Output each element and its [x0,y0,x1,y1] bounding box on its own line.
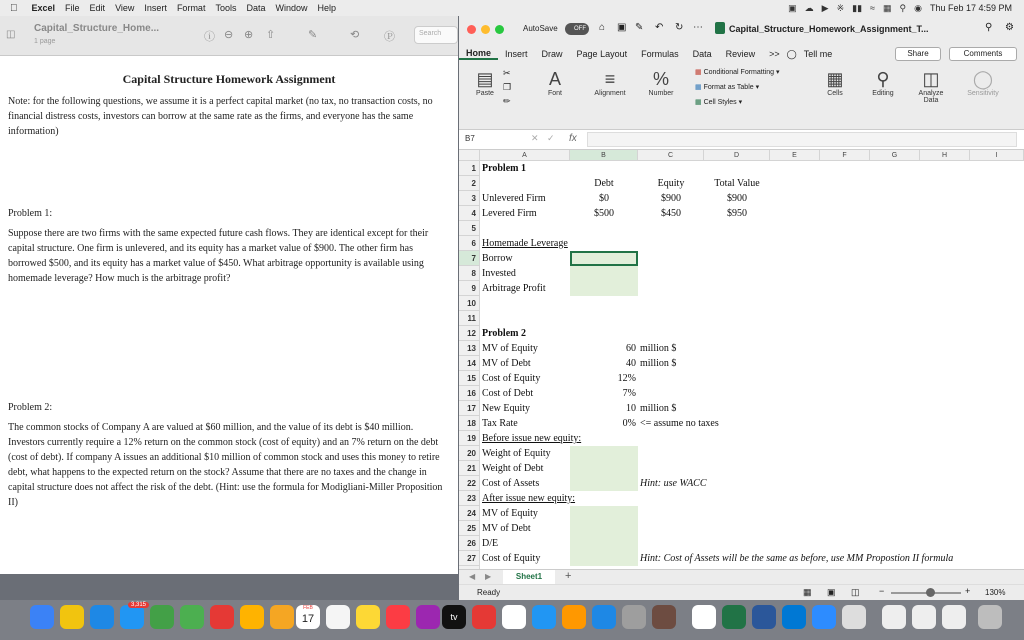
formula-input[interactable] [587,132,1017,147]
cell-a17[interactable]: New Equity [482,403,531,414]
row-header-4[interactable]: 4 [459,206,480,221]
row-header-10[interactable]: 10 [459,296,480,311]
tv-icon[interactable] [442,605,466,629]
control-center-icon[interactable]: ▦ [882,2,892,13]
cell-a26[interactable]: MV of Debt [482,523,531,534]
finder-icon[interactable] [30,605,54,629]
alignment-label: Alignment [594,90,626,97]
cell-b14[interactable]: 40 [626,358,636,369]
row-header-7[interactable]: 7 [459,251,480,266]
calendar-month: FEB [303,605,313,611]
music-icon[interactable] [386,605,410,629]
cell-a6[interactable]: Homemade Leverage [482,238,568,249]
siri-icon[interactable]: ◉ [914,2,922,13]
cell-a12[interactable]: Problem 2 [482,328,526,339]
status-text: Ready [477,588,501,597]
zoom-out-icon[interactable]: ⊖ [224,29,234,41]
autosave-label: AutoSave [523,24,558,33]
cell-c18[interactable]: <= assume no taxes [640,418,719,429]
row-header-11[interactable]: 11 [459,311,480,326]
col-header-i[interactable]: I [970,150,1024,161]
cell-b15[interactable]: 12% [617,373,636,384]
preview-icon[interactable] [842,605,866,629]
magnifier-icon: ⚲ [876,69,890,89]
selected-cell-b7[interactable] [570,251,638,266]
tab-formulas[interactable]: Formulas [641,49,679,59]
minecraft-icon[interactable] [652,605,676,629]
notes-icon[interactable] [356,605,380,629]
row-header-3[interactable]: 3 [459,191,480,206]
cell-a4[interactable]: Levered Firm [482,208,537,219]
zoom-in-icon[interactable]: + [965,586,971,596]
markup-icon[interactable]: ✎ [308,29,318,41]
tell-me-input[interactable]: Tell me [803,49,833,59]
format-as-table-button[interactable]: ▦ Format as Table ▾ [695,84,760,91]
workbook-title: Capital_Structure_Homework_Assignment_T... [729,24,929,34]
zoom-level: 130% [985,588,1006,597]
row-header-18[interactable]: 18 [459,416,480,431]
row-header-23[interactable]: 23 [459,491,480,506]
redo-icon[interactable]: ↻ [675,22,684,33]
row-header-12[interactable]: 12 [459,326,480,341]
apple-menu-icon[interactable] [0,3,32,14]
cells-icon: ▦ [826,69,844,89]
row-header-14[interactable]: 14 [459,356,480,371]
zoom-app-icon[interactable] [812,605,836,629]
sensitivity-label: Sensitivity [967,90,999,97]
bluetooth-icon[interactable]: ※ [836,2,845,13]
enter-icon[interactable]: ✓ [547,133,555,143]
cells-button[interactable] [815,68,855,97]
tab-insert[interactable]: Insert [505,49,528,59]
cell-b4[interactable]: $500 [594,208,614,219]
minimized-window-2[interactable] [912,605,936,629]
keynote-icon[interactable] [532,605,556,629]
spotlight-icon[interactable]: ⚲ [899,2,907,13]
row-header-15[interactable]: 15 [459,371,480,386]
name-box[interactable]: B7 [465,134,475,143]
percent-icon: % [652,69,669,89]
mail-badge: 3,315 [128,602,149,608]
tab-draw[interactable]: Draw [541,49,563,59]
cell-b2[interactable]: Debt [594,178,614,189]
normal-view-icon[interactable]: ▦ [803,587,812,597]
formula-bar [459,130,1024,150]
share-icon[interactable]: ⇧ [266,29,276,41]
zoom-out-icon[interactable]: − [879,586,885,596]
cells-label: Cells [827,90,843,97]
close-button[interactable] [467,25,476,34]
doc-problem2-label: Problem 2: [8,402,53,413]
preview-window [0,16,458,574]
col-header-g[interactable]: G [870,150,920,161]
cell-c4[interactable]: $450 [661,208,681,219]
add-sheet-icon[interactable]: + [565,570,572,582]
cell-a8[interactable]: Invested [482,268,516,279]
cell-a25[interactable]: MV of Equity [482,508,538,519]
doc-problem1-label: Problem 1: [8,208,53,219]
word-icon[interactable] [752,605,776,629]
editing-label: Editing [872,90,894,97]
mail-icon[interactable] [120,605,144,629]
row-header-8[interactable]: 8 [459,266,480,281]
settings-icon[interactable]: ⚙ [1005,22,1014,33]
cell-d4[interactable]: $950 [727,208,747,219]
zoom-button[interactable] [495,25,504,34]
analyze-label: Analyze Data [918,90,944,104]
input-fill-b25-b28 [570,506,638,566]
cell-styles-icon: ▦ [695,99,702,106]
search-input[interactable]: Search [414,26,458,44]
trash-icon[interactable] [978,605,1002,629]
info-icon[interactable]: ⓘ [204,31,215,43]
preview-page-count: 1 page [34,38,56,45]
insert-function-button[interactable]: fx [569,133,577,144]
copy-icon[interactable]: ❐ [503,82,512,92]
cell-b18[interactable]: 0% [622,418,636,429]
row-header-13[interactable]: 13 [459,341,480,356]
doc-problem2-text: The common stocks of Company A are valued at $60 million, and the value of its debt is $40 million. Investors currently require a 12% return on the common stock (cost of equity) and an 7% return on the debt (cost of debt). If company A issues an additional $10 million of common stock and uses this money to retire debt, what happens to the expected return on the stock? Assume that there are no taxes and the change in capital structure does not affect the risk of the debt. (Hint: use the formula for Modigliani-Miller Proposition II) [8,422,443,508]
editing-button[interactable] [863,68,903,97]
clipboard-icon: ▤ [476,69,494,89]
more-icon[interactable]: ⋯ [693,22,703,33]
row-header-16[interactable]: 16 [459,386,480,401]
cloud-icon[interactable]: ☁ [804,2,814,13]
safari-icon[interactable] [90,605,114,629]
share-label: Share [907,49,929,58]
menu-edit[interactable]: Edit [82,3,98,13]
analyze-data-button[interactable] [911,68,951,104]
chrome-icon[interactable] [692,605,716,629]
messages-icon[interactable] [180,605,204,629]
sheet-tab-sheet1[interactable]: Sheet1 [503,570,555,584]
more-tabs-button[interactable]: >> [769,49,780,59]
share-button[interactable] [895,47,941,61]
doc-problem1-text: Suppose there are two firms with the same expected future cash flows. They are identical except for their capital structure. One firm is unlevered, and its equity has a market value of $900. The other firm has borrowed $500, and its equity has a market value of $450. What arbitrage opportunity is available using homemade leverage? How much is the arbitrage profit? [8,228,429,284]
calendar-icon[interactable] [296,605,320,629]
battery-icon[interactable]: ▮▮ [852,2,863,13]
autosave-toggle[interactable]: OFF [565,23,589,35]
menu-insert[interactable]: Insert [136,3,160,13]
sheet-tab-bar [459,569,1024,584]
menu-data[interactable]: Data [238,3,258,13]
rotate-icon[interactable]: ⟲ [350,29,360,41]
undo-icon[interactable]: ↶ [655,22,664,33]
excel-titlebar [459,16,1024,44]
ribbon-tabs [459,44,1024,64]
cell-a14[interactable]: MV of Debt [482,358,531,369]
cell-a13[interactable]: MV of Equity [482,343,538,354]
col-header-b[interactable]: B [570,150,638,161]
lightbulb-icon: ◯ [786,48,797,59]
clock[interactable]: Thu Feb 17 4:59 PM [929,3,1012,13]
cell-a18[interactable]: Tax Rate [482,418,518,429]
cell-a20[interactable]: Before issue new equity: [482,433,582,444]
cond-format-label: Conditional Formatting [703,69,775,76]
page-break-view-icon[interactable]: ◫ [851,587,860,597]
cell-c14[interactable]: million $ [640,358,677,369]
number-button[interactable] [641,68,681,97]
menu-app-excel[interactable]: Excel [24,3,48,13]
col-header-f[interactable]: F [820,150,870,161]
row-header-19[interactable]: 19 [459,431,480,446]
col-header-d[interactable]: D [704,150,770,161]
cell-a22[interactable]: Weight of Debt [482,463,544,474]
col-header-c[interactable]: C [638,150,704,161]
cell-a16[interactable]: Cost of Debt [482,388,534,399]
tab-review[interactable]: Review [725,49,756,59]
facetime-icon[interactable] [150,605,174,629]
format-table-label: Format as Table [703,84,754,91]
cell-a21[interactable]: Weight of Equity [482,448,551,459]
row-header-27[interactable]: 27 [459,551,480,566]
cell-styles-button[interactable]: ▦ Cell Styles ▾ [695,99,743,106]
dock [0,600,1024,640]
sidebar-toggle-icon[interactable]: ◫ [6,29,16,40]
pages-icon[interactable] [562,605,586,629]
alignment-button[interactable] [583,68,637,97]
number-label: Number [648,90,674,97]
edit-icon[interactable]: ✎ [635,22,644,33]
menu-bar [0,0,1024,16]
contacts-icon[interactable] [270,605,294,629]
cell-a23[interactable]: Cost of Assets [482,478,540,489]
comments-label: Comments [963,49,1003,58]
cell-a15[interactable]: Cost of Equity [482,373,541,384]
font-icon: A [548,69,561,89]
minimized-window-3[interactable] [942,605,966,629]
cell-c23[interactable]: Hint: use WACC [640,478,707,489]
font-label: Font [547,90,562,97]
row-header-1[interactable]: 1 [459,161,480,176]
excel-doc-icon [715,22,725,34]
launchpad-icon[interactable] [60,605,84,629]
cell-b16[interactable]: 7% [622,388,636,399]
photos-icon[interactable] [240,605,264,629]
cell-b17[interactable]: 10 [626,403,636,414]
cell-a27[interactable]: D/E [482,538,499,549]
news-icon[interactable] [472,605,496,629]
outlook-icon[interactable] [782,605,806,629]
row-header-20[interactable]: 20 [459,446,480,461]
input-fill-b21-b23 [570,446,638,491]
next-sheet-icon[interactable]: ▶ [485,572,492,581]
menu-view[interactable]: View [107,3,127,13]
paste-label: Paste [476,90,494,97]
zoom-slider-thumb[interactable] [926,588,935,597]
spreadsheet-grid[interactable] [459,150,1024,569]
zoom-in-icon[interactable]: ⊕ [244,29,254,41]
play-icon[interactable]: ▶ [821,2,829,13]
tab-page-layout[interactable]: Page Layout [576,49,628,59]
cell-b13[interactable]: 60 [626,343,636,354]
doc-title: Capital Structure Homework Assignment [122,72,336,86]
reminders-icon[interactable] [326,605,350,629]
prev-sheet-icon[interactable]: ◀ [469,572,476,581]
cell-c3[interactable]: $900 [661,193,681,204]
row-header-22[interactable]: 22 [459,476,480,491]
menu-tools[interactable]: Tools [207,3,229,13]
status-bar [459,584,1024,600]
podcasts-icon[interactable] [416,605,440,629]
row-header-5[interactable]: 5 [459,221,480,236]
excel-icon[interactable] [722,605,746,629]
row-header-17[interactable]: 17 [459,401,480,416]
system-preferences-icon[interactable] [622,605,646,629]
tab-home[interactable]: Home [459,48,498,60]
align-icon: ≡ [604,69,616,89]
annotate-icon[interactable]: Ⓟ [384,31,395,43]
cell-c28[interactable]: Hint: Cost of Assets will be the same as before, use MM Propostion II formula [640,553,954,564]
row-header-25[interactable]: 25 [459,521,480,536]
comments-button[interactable] [949,47,1017,61]
home-icon[interactable]: ⌂ [599,22,606,33]
calendar-day: 17 [301,613,315,625]
menu-format[interactable]: Format [169,3,198,13]
cell-c17[interactable]: million $ [640,403,677,414]
doc-note: Note: for the following questions, we assume it is a perfect capital market (no tax, no transaction costs, no financial distress costs, investors can borrow at the same rate as the firms, and everyone has the same information) [8,96,433,137]
minimize-button[interactable] [481,25,490,34]
col-header-h[interactable]: H [920,150,970,161]
preview-title: Capital_Structure_Home... [34,23,160,34]
preview-toolbar [0,16,458,56]
row-header-2[interactable]: 2 [459,176,480,191]
app-store-icon[interactable] [592,605,616,629]
cancel-icon[interactable]: ✕ [531,133,539,143]
table-icon: ▦ [695,84,702,91]
cell-a24[interactable]: After issue new equity: [482,493,576,504]
col-header-e[interactable]: E [770,150,820,161]
numbers-icon[interactable] [502,605,526,629]
wifi-icon[interactable]: ≈ [870,3,875,13]
sensitivity-button[interactable] [959,68,1007,97]
analyze-icon: ◫ [922,69,940,89]
menu-window[interactable]: Window [267,3,300,13]
minimized-window-1[interactable] [882,605,906,629]
cell-a7[interactable]: Borrow [482,253,513,264]
cut-icon[interactable]: ✂ [503,68,511,78]
cell-styles-label: Cell Styles [703,99,737,106]
tv-label: tv [450,612,458,622]
menu-file[interactable]: File [57,3,73,13]
cell-b3[interactable]: $0 [599,193,609,204]
select-all-corner[interactable] [459,150,480,161]
row-header-24[interactable]: 24 [459,506,480,521]
cell-d2[interactable]: Total Value [714,178,760,189]
cell-a9[interactable]: Arbitrage Profit [482,283,546,294]
cond-format-icon: ▦ [695,69,702,76]
tab-data[interactable]: Data [692,49,712,59]
ribbon [459,64,1024,130]
cell-a1[interactable]: Problem 1 [482,163,526,174]
conditional-formatting-button[interactable]: ▦ Conditional Formatting ▾ [695,69,780,76]
menu-help[interactable]: Help [310,3,329,13]
excel-window [459,16,1024,600]
col-header-a[interactable]: A [480,150,570,161]
format-painter-icon[interactable]: ✏ [503,96,511,106]
sensitivity-icon: ◯ [972,69,994,89]
search-icon[interactable]: ⚲ [985,22,993,33]
page-layout-view-icon[interactable]: ▣ [827,587,836,597]
row-header-26[interactable]: 26 [459,536,480,551]
cell-c13[interactable]: million $ [640,343,677,354]
save-icon[interactable]: ▣ [617,22,627,33]
row-header-6[interactable]: 6 [459,236,480,251]
cell-a3[interactable]: Unlevered Firm [482,193,546,204]
font-button[interactable] [535,68,575,97]
maps-icon[interactable] [210,605,234,629]
cell-a28[interactable]: Cost of Equity [482,553,541,564]
row-header-21[interactable]: 21 [459,461,480,476]
paste-button[interactable] [467,68,503,97]
row-header-9[interactable]: 9 [459,281,480,296]
cell-d3[interactable]: $900 [727,193,747,204]
status-app-icon[interactable]: ▣ [788,2,797,13]
cell-c2[interactable]: Equity [657,178,685,189]
